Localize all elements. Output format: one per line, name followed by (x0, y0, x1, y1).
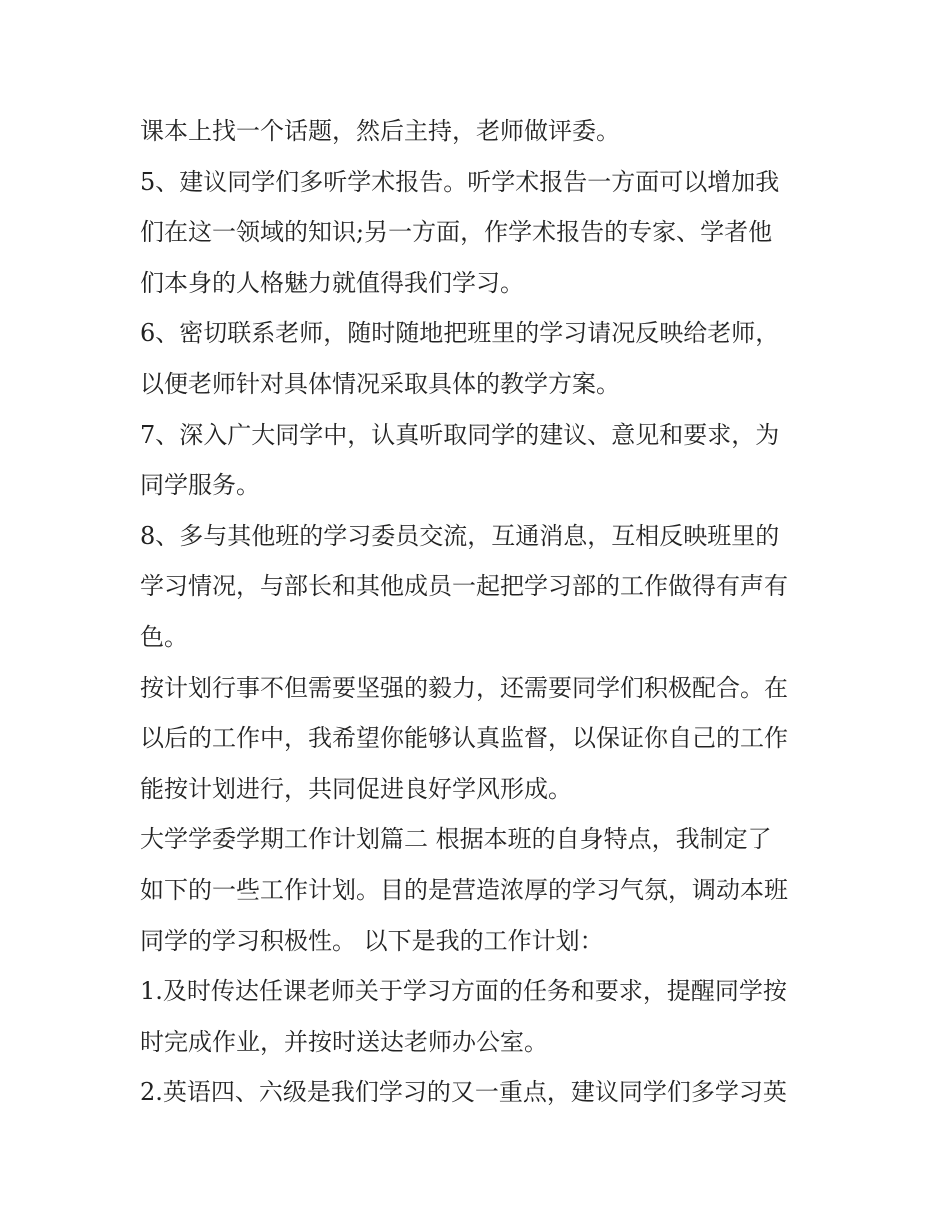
text-line: 时完成作业，并按时送达老师办公室。 (140, 1027, 548, 1056)
text-line: 8、多与其他班的学习委员交流，互通消息，互相反映班里的 (140, 521, 780, 550)
text-line: 课本上找一个话题，然后主持，老师做评委。 (140, 117, 620, 145)
text-line: 们本身的人格魅力就值得我们学习。 (140, 268, 524, 297)
document-body (140, 106, 820, 1118)
text-line: 7、深入广大同学中，认真听取同学的建议、意见和要求，为 (140, 420, 780, 449)
text-line: 如下的一些工作计划。目的是营造浓厚的学习气氛，调动本班 (140, 875, 788, 904)
text-line: 6、密切联系老师，随时随地把班里的学习请况反映给老师， (140, 319, 780, 348)
text-line: 按计划行事不但需要坚强的毅力，还需要同学们积极配合。在 (140, 673, 788, 702)
text-line: 色。 (140, 622, 188, 651)
text-line: 同学的学习积极性。 以下是我的工作计划： (140, 926, 604, 955)
text-line: 大学学委学期工作计划篇二 根据本班的自身特点，我制定了 (140, 825, 772, 854)
text-line: 5、建议同学们多听学术报告。听学术报告一方面可以增加我 (140, 167, 780, 196)
text-line: 能按计划进行，共同促进良好学风形成。 (140, 774, 572, 803)
text-line: 学习情况，与部长和其他成员一起把学习部的工作做得有声有 (140, 572, 788, 601)
text-line: 以便老师针对具体情况采取具体的教学方案。 (140, 369, 620, 398)
text-line: 1.及时传达任课老师关于学习方面的任务和要求，提醒同学按 (140, 977, 787, 1006)
text-line: 2.英语四、六级是我们学习的又一重点，建议同学们多学习英 (140, 1078, 787, 1107)
text-line: 同学服务。 (140, 471, 260, 500)
text-line: 们在这一领域的知识;另一方面，作学术报告的专家、学者他 (140, 218, 773, 247)
text-line: 以后的工作中，我希望你能够认真监督，以保证你自己的工作 (140, 724, 788, 753)
